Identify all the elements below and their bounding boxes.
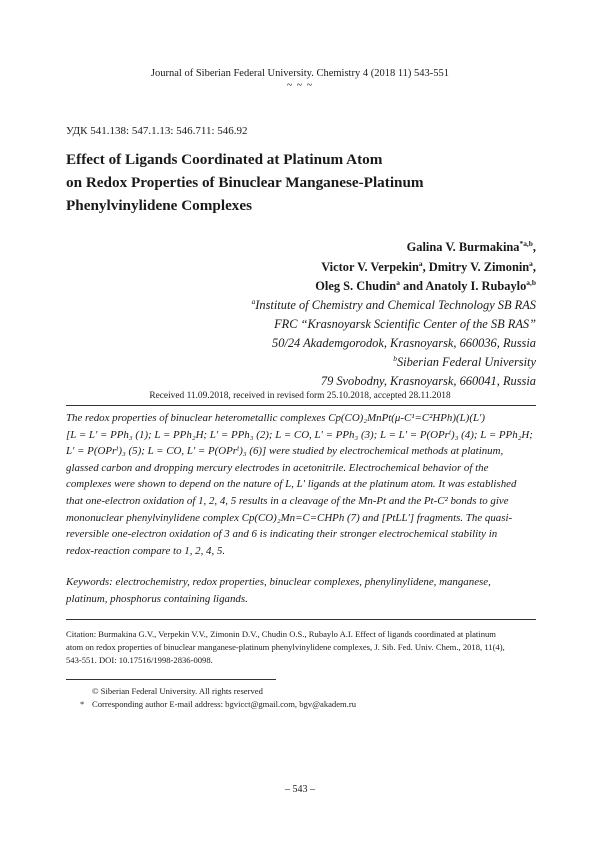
author-affil-mark: a,b [526, 277, 536, 287]
received-dates: Received 11.09.2018, received in revised form 25.10.2018, accepted 28.11.2018 [149, 391, 451, 401]
abstract-top-rule [66, 405, 536, 406]
abstract-line: that one-electron oxidation of 1, 2, 4, 5 results in a cleavage of the Mn-Pt and the Pt-C² bonds to give [66, 494, 509, 507]
affiliation-line: 79 Svobodny, Krasnoyarsk, 660041, Russia [320, 374, 536, 388]
citation [66, 628, 538, 667]
header-tilde: ~ ~ ~ [286, 80, 314, 91]
title-line: Effect of Ligands Coordinated at Platinum Atom [66, 151, 383, 168]
author-name: Dmitry V. Zimonin [428, 259, 530, 274]
abstract-line: The redox properties of binuclear heterometallic complexes Cp(CO)₂MnPt(μ-C¹=C²HPh)(L)(L') [66, 412, 485, 424]
affiliation-mark: a [251, 296, 256, 306]
citation-line: atom on redox properties of binuclear manganese-platinum phenylvinylidene complexes, J. Sib. Fed. Univ. Chem., 2018, 11(4), [66, 642, 505, 653]
affiliation-text: Institute of Chemistry and Chemical Technology SB RAS [255, 298, 536, 312]
author-line [315, 258, 536, 278]
footnote-rule [66, 679, 276, 680]
citation-line: Citation: Burmakina G.V., Verpekin V.V., Zimonin D.V., Chudin O.S., Rubaylo A.I. Effect of ligands coordinated at platinum [66, 629, 496, 639]
affiliation-line: FRC “Krasnoyarsk Scientific Center of the SB RAS” [274, 317, 536, 331]
footnote-star: * [80, 699, 85, 709]
author-separator: , [532, 240, 536, 254]
abstract-line: L' = P(OPrⁱ)₃ (5); L = CO, L' = P(OPrⁱ)₃ (6)] were studied by electrochemical methods at platinum, [66, 445, 504, 458]
title-line: Phenylvinylidene Complexes [66, 197, 253, 214]
udk-code: УДК 541.138: 547.1.13: 546.711: 546.92 [66, 125, 248, 137]
keywords-line: platinum, phosphorus containing ligands. [66, 592, 248, 605]
article-title [66, 148, 536, 217]
author-name: Anatoly I. Rubaylo [425, 279, 527, 293]
author-name: Oleg S. Chudin [315, 279, 397, 293]
affiliation-line [252, 353, 536, 372]
affiliations [252, 296, 536, 391]
copyright-note: © Siberian Federal University. All rights reserved [92, 686, 263, 696]
author-name: Galina V. Burmakina [406, 240, 520, 254]
title-line: on Redox Properties of Binuclear Manganese-Platinum [66, 174, 424, 191]
author-line [315, 277, 536, 297]
abstract-line: glassed carbon and dropping mercury electrodes in acetonitrile. Electrochemical behavior of the [66, 461, 489, 474]
affiliation-mark: b [393, 353, 397, 363]
author-line [315, 238, 536, 258]
abstract-line: redox-reaction compare to 1, 2, 4, 5. [66, 544, 226, 557]
affiliation-line [252, 296, 536, 315]
keywords [66, 574, 538, 607]
corresponding-author-note: Corresponding author E-mail address: bgvicct@gmail.com, bgv@akadem.ru [92, 699, 357, 709]
keywords-line: Keywords: electrochemistry, redox properties, binuclear complexes, phenylinylidene, manganese, [66, 576, 491, 588]
author-affil-mark: a [529, 258, 533, 268]
abstract-line: complexes were shown to depend on the nature of L, L' ligands at the platinum atom. It was established [66, 478, 517, 491]
abstract-line: reversible one-electron oxidation of 3 and 6 is indicating their stronger electrochemical stability in [66, 528, 498, 541]
author-list [315, 238, 536, 297]
author-separator: , [532, 259, 536, 274]
abstract-line: mononuclear phenylvinylidene complex Cp(CO)₂Mn=C=CHPh (7) and [PtLL'] fragments. The quasi- [66, 511, 513, 524]
affiliation-line: 50/24 Akademgorodok, Krasnoyarsk, 660036, Russia [272, 336, 536, 350]
author-name: Victor V. Verpekin [321, 259, 419, 274]
author-affil-mark: *a,b [519, 238, 533, 248]
author-affil-mark: a [418, 258, 423, 268]
journal-header: Journal of Siberian Federal University. Chemistry 4 (2018 11) 543-551 [150, 68, 450, 79]
author-separator: , [422, 259, 429, 274]
citation-line: 543-551. DOI: 10.17516/1998-2836-0098. [66, 655, 213, 666]
abstract [66, 410, 538, 559]
affiliation-text: Siberian Federal University [396, 355, 536, 369]
abstract-line: [L = L' = PPh₃ (1); L = PPh₂H; L' = PPh₃ (2); L = CO, L' = PPh₃ (3); L = L' = P(OPrⁱ)₃ (4); L = PPh₂H; [66, 428, 533, 441]
author-separator: and [399, 279, 426, 293]
author-affil-mark: a [396, 277, 400, 287]
page-number: – 543 – [285, 784, 315, 795]
citation-top-rule [66, 619, 536, 620]
